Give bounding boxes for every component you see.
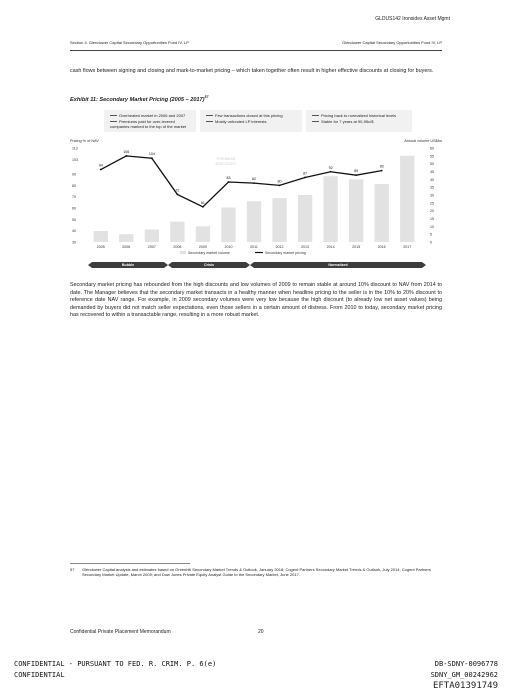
bates-number-1: DB-SDNY-0096778 bbox=[434, 660, 498, 668]
legend-label-volume: Secondary market volume bbox=[188, 251, 230, 255]
pricing-point bbox=[279, 184, 281, 186]
left-tick-label: 70 bbox=[72, 195, 76, 200]
right-tick-label: 20 bbox=[430, 209, 434, 214]
x-tick-label: 2007 bbox=[147, 245, 156, 249]
phase-crisis: Crisis bbox=[172, 262, 246, 268]
right-tick-label: 30 bbox=[430, 193, 434, 198]
section-header-right: Glendower Capital Secondary Opportunities Fund IV, LP bbox=[342, 40, 442, 45]
note-dash bbox=[206, 115, 213, 116]
x-tick-label: 2008 bbox=[173, 245, 182, 249]
volume-bar bbox=[247, 201, 261, 242]
note-text: Few transactions closed at this pricing bbox=[215, 113, 283, 118]
pricing-data-label: 61 bbox=[200, 200, 205, 205]
x-tick-label: 2015 bbox=[352, 245, 361, 249]
left-axis-title: Pricing % of NAV bbox=[70, 139, 99, 143]
pricing-point bbox=[176, 194, 178, 196]
note-dash bbox=[206, 121, 213, 122]
right-tick-label: 55 bbox=[430, 154, 434, 159]
note-dash bbox=[312, 115, 319, 116]
bates-number-3: EFTA01391749 bbox=[432, 681, 498, 691]
x-tick-label: 2010 bbox=[224, 245, 233, 249]
pricing-line bbox=[98, 156, 382, 207]
secondary-market-chart bbox=[70, 136, 442, 260]
left-tick-label: 60 bbox=[72, 206, 76, 211]
pricing-data-label: 93 bbox=[379, 164, 384, 169]
phase-bubble: Bubble bbox=[92, 262, 164, 268]
pricing-data-label: 106 bbox=[123, 149, 130, 154]
pricing-point bbox=[228, 181, 230, 183]
pricing-point bbox=[355, 174, 357, 176]
chart-watermark: DISCOUNT bbox=[215, 161, 237, 166]
pricing-data-label: 89 bbox=[354, 169, 359, 174]
right-tick-label: 25 bbox=[430, 201, 434, 206]
pricing-data-label: 80 bbox=[277, 179, 282, 184]
note-text: Mostly unfunded LP interests bbox=[215, 119, 267, 124]
volume-bar bbox=[119, 234, 133, 242]
pricing-point bbox=[125, 155, 127, 157]
right-tick-label: 35 bbox=[430, 185, 434, 190]
left-tick-label: 90 bbox=[72, 172, 76, 177]
note-dash bbox=[110, 121, 117, 122]
bates-number-2: SDNY_GM_00242962 bbox=[430, 671, 498, 679]
note-text: Premiums paid for over-levered companies marked to the top of the market bbox=[110, 119, 187, 129]
left-tick-label: 113 bbox=[72, 146, 78, 151]
pricing-data-label: 72 bbox=[175, 188, 180, 193]
legend-label-pricing: Secondary market pricing bbox=[265, 251, 306, 255]
volume-bar bbox=[145, 229, 159, 242]
pricing-data-label: 104 bbox=[148, 152, 155, 157]
left-tick-label: 80 bbox=[72, 183, 76, 188]
confidential-line-2: CONFIDENTIAL bbox=[14, 671, 65, 679]
volume-bar bbox=[221, 208, 235, 242]
pricing-point bbox=[100, 169, 102, 171]
exhibit-title-text: Exhibit 11: Secondary Market Pricing (2005 – 2017) bbox=[70, 96, 205, 103]
document-id-header: GLDUS142 Ironsides Asset Mgmt bbox=[375, 16, 450, 22]
phase-normalized: Normalized bbox=[254, 262, 422, 268]
left-tick-label: 30 bbox=[72, 240, 76, 245]
right-axis-title: Annual volume US$bn bbox=[404, 139, 442, 143]
left-tick-label: 103 bbox=[72, 157, 78, 162]
right-tick-label: 0 bbox=[430, 240, 432, 245]
volume-bar bbox=[272, 198, 286, 242]
pricing-data-label: 94 bbox=[98, 163, 103, 168]
right-tick-label: 10 bbox=[430, 224, 434, 229]
pricing-point bbox=[330, 171, 332, 173]
note-box-bubble bbox=[104, 110, 196, 132]
volume-bar bbox=[94, 231, 108, 242]
volume-bar bbox=[170, 222, 184, 242]
section-header-left: Section 4. Glendower Capital Secondary Opportunities Fund IV, LP bbox=[70, 40, 189, 45]
pricing-point bbox=[381, 170, 383, 172]
x-tick-label: 2006 bbox=[122, 245, 131, 249]
note-box-crisis bbox=[200, 110, 302, 132]
volume-bar bbox=[349, 179, 363, 242]
note-dash bbox=[110, 115, 117, 116]
volume-bar bbox=[323, 176, 337, 242]
x-tick-label: 2016 bbox=[377, 245, 386, 249]
x-tick-label: 2017 bbox=[403, 245, 412, 249]
pricing-point bbox=[151, 157, 153, 159]
right-tick-label: 50 bbox=[430, 162, 434, 167]
x-tick-label: 2005 bbox=[96, 245, 105, 249]
page-footer-label: Confidential Private Placement Memorandum bbox=[70, 629, 171, 635]
pricing-data-label: 83 bbox=[226, 175, 231, 180]
x-tick-label: 2012 bbox=[275, 245, 284, 249]
right-tick-label: 15 bbox=[430, 217, 434, 221]
volume-bar bbox=[298, 195, 312, 242]
note-text: Overheated market in 2006 and 2007 bbox=[119, 113, 186, 118]
pricing-data-label: 82 bbox=[252, 177, 256, 182]
note-box-normalized bbox=[306, 110, 412, 132]
confidential-line-1: CONFIDENTIAL - PURSUANT TO FED. R. CRIM. P. 6(e) bbox=[14, 660, 217, 668]
left-tick-label: 50 bbox=[72, 217, 76, 222]
exhibit-footnote-ref: 57 bbox=[204, 95, 209, 99]
header-rule bbox=[70, 50, 442, 51]
pricing-data-label: 87 bbox=[303, 171, 308, 176]
page-number: 20 bbox=[258, 629, 264, 635]
volume-bar bbox=[400, 156, 414, 242]
exhibit-title bbox=[70, 95, 208, 103]
x-tick-label: 2013 bbox=[301, 245, 310, 249]
footnote-rule bbox=[70, 563, 190, 564]
intro-paragraph: cash flows between signing and closing and mark-to-market pricing – which taken together often result in higher effective discounts at closing for buyers. bbox=[70, 68, 434, 74]
right-tick-label: 5 bbox=[430, 232, 432, 237]
legend-swatch-volume bbox=[180, 251, 186, 254]
note-text: Pricing back to normalized historical levels bbox=[321, 113, 397, 118]
x-tick-label: 2011 bbox=[250, 245, 258, 249]
pricing-data-label: 92 bbox=[328, 165, 333, 170]
main-paragraph: Secondary market pricing has rebounded from the high discounts and low volumes of 2009 to remain stable at around 10% discount to NAV from 2014 to date. The Manager believes that the secondary market transacts in a healthy manner when headline pricing to the seller is in the 10% to 20% discount to reference date NAV range. For example, in 2009 secondary volumes were very low because the high discount (to already low net asset values) being demanded by buyers did not match seller expectations, even those sellers in a certain amount of distress. From 2010 to today, secondary market pricing has recovered to within a transactable range, resulting in a more robust market. bbox=[70, 282, 442, 319]
note-text: Stable for 7 years at 90-95c/$ bbox=[321, 119, 374, 124]
note-dash bbox=[312, 121, 319, 122]
left-tick-label: 40 bbox=[72, 229, 76, 234]
pricing-point bbox=[202, 206, 204, 208]
chart-watermark: PREMIUM bbox=[216, 156, 236, 161]
x-tick-label: 2014 bbox=[326, 245, 335, 249]
footnote-text: Glendower Capital analysis and estimates based on Greenhill Secondary Market Trends & Outlook, January 2018; Cogent Partners Secondary Market Trends & Outlook, July 2014; Cogent Partners Secondary Market Update, March 2009; and Dow Jones Private Equity Analyst Guide to the Secondary Market, June 2017. bbox=[82, 567, 431, 577]
volume-bar bbox=[196, 226, 210, 242]
pricing-point bbox=[304, 177, 306, 179]
pricing-point bbox=[253, 182, 255, 184]
footnote-number: 57 bbox=[70, 567, 75, 572]
right-tick-label: 40 bbox=[430, 177, 434, 182]
right-tick-label: 60 bbox=[430, 146, 434, 151]
x-tick-label: 2009 bbox=[198, 245, 207, 249]
volume-bar bbox=[375, 184, 389, 242]
right-tick-label: 45 bbox=[430, 170, 434, 174]
